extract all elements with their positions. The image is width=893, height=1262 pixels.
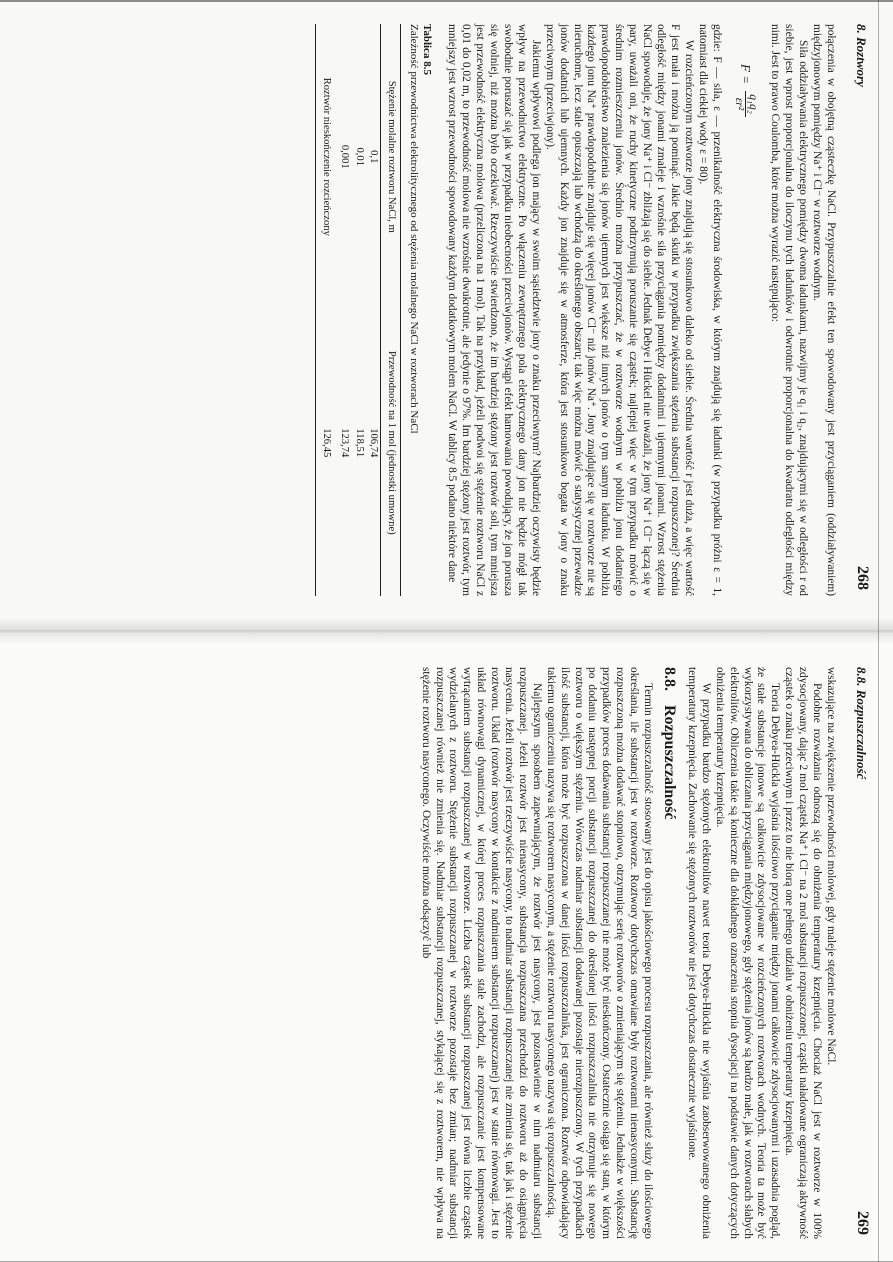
running-head-right: 8.8. Rozpuszczalność	[854, 667, 869, 780]
page-number-right: 269	[854, 1211, 871, 1235]
formula-fraction	[731, 91, 760, 117]
table-row	[351, 24, 366, 596]
book-gutter	[0, 618, 893, 644]
section-title: Rozpuszczalność	[661, 705, 679, 820]
paragraph: W przypadku bardzo stężonych elektrolitów nawet teoria Debyea-Hückla nie wyjaśnia zaobserwowanego obniżenia temperatury krzepnięcia. Zachowanie się stężonych roztworów nie jest dotychczas dostatecznie wyjaśnione.	[685, 667, 712, 1239]
conductivity-table	[315, 24, 401, 596]
scan-edge-top	[0, 0, 893, 2]
table-caption	[407, 24, 433, 596]
section-number: 8.8.	[661, 667, 679, 691]
formula-numerator: q₁q₂	[745, 91, 760, 117]
paragraph: Podobne rozważania odnoszą się do obniżenia temperatury krzepnięcia. Chociaż NaCl jest w roztworze w 100% zdysocjowany, dając 2 mol cząstek Na⁺ i Cl⁻ na 2 mol substancji rozpuszczonej, cząstki naładowane ograniczają aktywność cząstek o znaku przeciwnym i przez to nie biorą one pełnego udziału w obniżeniu temperatury krzepnięcia.	[783, 667, 824, 1239]
paragraph: Najlepszym sposobem zapewniającym, że roztwór jest nasycony, jest pozostawienie w nim nadmiaru substancji rozpuszczanej. Jeżeli roztwór jest nienasycony, substancja rozpuszczana przechodzi do roztworu aż do osiągnięcia nasycenia. Jeżeli roztwór jest rzeczywiście nasycony, to nadmiar substancji rozpuszczanej nie zmienia się, tak jak i stężenie roztworu. Układ (roztwór nasycony w kontakcie z nadmiarem substancji rozpuszczanej) jest w stanie równowagi. Jest to układ równowagi dynamicznej, w której proces rozpuszczania stale zachodzi, ale rozpuszczanie jest kompensowane wytrącaniem substancji rozpuszczanej w roztworze. Liczba cząstek substancji rozpuszczanej jest równa liczbie cząstek wydzielanych z roztworu. Stężenie substancji rozpuszczanej w roztworze pozostaje bez zmian; nadmiar substancji rozpuszczanej również nie zmienia się. Nadmiar substancji rozpuszczanej, stykającej się z roztworem, nie wpływa na stężenie roztworu nasyconego. Oczywiście można odsączyć lub	[419, 667, 543, 1239]
left-text-column	[315, 24, 837, 596]
scan-edge-right	[878, 0, 879, 1262]
paragraph: Termin rozpuszczalność stosowany jest do opisu jakościowego procesu rozpuszczania, ale również służy do ilościowego określania, ile substancji jest w roztworze. Roztwory dotychczas omawiane były roztworami nienasyconymi. Substancję rozpuszczoną można dodawać stopniowo, otrzymując serię roztworów o zmieniającym się stężeniu. Jednakże w większości przypadków proces dodawania substancji rozpuszczanej nie może być nieskończony. Ostatecznie osiąga się stan, w którym po dodaniu następnej porcji substancji rozpuszczanej do określonej ilości rozpuszczalnika nie otrzymuje się nowego roztworu o większym stężeniu. Wówczas nadmiar substancji dodawanej pozostaje nierozpuszczony. W tych przypadkach ilość substancji, która może być rozpuszczona w danej ilości rozpuszczalnika, jest ograniczona. Roztwór odpowiadający takiemu ograniczeniu nazywa się roztworem nasyconym, a stężenie roztworu nasyconego nazywa się rozpuszczalnością.	[544, 667, 655, 1239]
paragraph: połączenia w obojętną cząsteczkę NaCl. Przypuszczalnie efekt ten spowodowany jest przyciąganiem (oddziaływaniem) międzyjonowym pomiędzy Na⁺ i Cl⁻ w roztworze wodnym.	[811, 24, 837, 596]
cell-conductivity: 123,74	[339, 428, 351, 458]
table-row	[337, 24, 352, 596]
col-header-concentration: Stężenie molalne roztworu NaCl, m	[381, 24, 401, 290]
table-row	[366, 24, 381, 596]
paragraph: gdzie: F — siła, ε — przenikalność elektryczna środowiska, w którym znajdują się ładunki (w przypadku próżni ε = 1, natomiast dla ciekłej wody ε = 80).	[696, 24, 723, 596]
running-head-left: 8. Roztwory	[854, 24, 869, 87]
paragraph: wskazujące na zwiększenie przewodności molowej, gdy maleje stężenie molowe NaCl.	[825, 667, 837, 1066]
paragraph: Teoria Debyea-Hückla wyjaśnia ilościowo przyciąganie między jonami całkowicie zdysocjowanymi i uzasadnia pogląd, że stałe substancje jonowe są całkowicie zdysocjowane w rozcieńczonych roztworach wodnych. Teoria ta może być wykorzystywana do obliczania przyciągania międzyjonowego, gdy stężenia jonów są bardzo małe, jak w roztworach słabych elektrolitów. Obliczenia takie są konieczne dla dokładnego oznaczenia stopnia dysocjacji na podstawie danych dotyczących obniżenia temperatury krzepnięcia.	[713, 667, 782, 1239]
col-header-conductivity: Przewodność na 1 mol (jednostki umowne)	[381, 290, 401, 596]
paragraph: Jakiemu wpływowi podlega jon mający w swoim sąsiedztwie jony o znaku przeciwnym? Najbardziej oczywisty będzie wpływ na przewodnictwo elektryczne. Po włączeniu zewnętrznego pola elektrycznego dany jon nie będzie mógł tak swobodnie poruszać się jak w przypadku nieobecności przeciwjonów. Wystąpi efekt hamowania powodujący, że jon porusza się wolniej, niż można było oczekiwać. Rzeczywiście stwierdzono, że im bardziej stężony jest roztwór soli, tym mniejsza jest przewodność elektryczna molowa (przeliczona na 1 mol). Tak na przykład, jeżeli podwoi się stężenie roztworu NaCl z 0,01 do 0,02 m, to przewodność molowa nie wzrośnie dwukrotnie, ale jedynie o 97%. Im bardziej stężony jest roztwór, tym mniejszy jest wzrost przewodności spowodowany każdym dodatkowym molem NaCl. W tablicy 8.5 podano niektóre dane	[446, 24, 542, 596]
section-heading	[661, 667, 679, 1239]
page-269	[0, 631, 893, 1262]
right-text-column	[418, 667, 837, 1239]
table-row	[316, 24, 337, 596]
cell-concentration: 0,001	[339, 144, 351, 169]
cell-conductivity: 106,74	[368, 428, 380, 458]
table-header-row	[381, 24, 401, 596]
coulomb-formula	[731, 64, 760, 596]
cell-concentration: Roztwór nieskończenie rozcieńczony	[316, 24, 337, 290]
table-label: Tablica 8.5	[420, 24, 433, 75]
paragraph: W rozcieńczonym roztworze jony znajdują się stosunkowo daleko od siebie. Średnia wartość r jest duża, a więc wartość F jest mała i można ją pominąć. Jakie będą skutki w przypadku zwiększania stężenia substancji rozpuszczonej? Średnia odległość między jonami zmaleje i wzrośnie siła przyciągania pomiędzy dodatnimi i ujemnymi jonami. Wzrost stężenia NaCl spowoduje, że jony Na⁺ i Cl⁻ zbliżają się do siebie. Jednak Debye i Hückel nie uważali, że jony Na⁺ i Cl⁻ łączą się w pary, uważali oni, że ruchy kinetyczne podtrzymują poruszanie się cząstek; najlepiej więc w tym przypadku mówić o średnim rozmieszczeniu jonów. Średnio można przypuszczać, że w roztworze wodnym w pobliżu jonu dodatniego prawdopodobieństwo znalezienia się jonów ujemnych jest większe niż innych jonów o tym samym ładunku. W pobliżu każdego jonu Na⁺ prawdopodobnie znajduje się więcej jonów Cl⁻ niż jonów Na⁺. Jony znajdujące się w roztworze nie są nieruchome, lecz stale opuszczają lub wchodzą do określonego obszaru; tak więc można mówić o statystycznej przewadze jonów dodatnich lub ujemnych. Każdy jon znajduje się w atmosferze, która jest stosunkowo bogata w jony o znaku przeciwnym (przeciwjony).	[543, 24, 695, 596]
formula-denominator: εr²	[732, 97, 745, 111]
page-number-left: 268	[854, 566, 871, 590]
cell-concentration: 0,01	[353, 147, 365, 167]
table-caption-text: Zależność przewodnictwa elektrolitycznego od stężenia molalnego NaCl w roztworach NaCl	[407, 24, 420, 434]
formula-lhs: F =	[739, 64, 755, 84]
cell-concentration: 0,1	[368, 150, 380, 164]
paragraph: Siła oddziaływania elektrycznego pomiędzy dwoma ładunkami, nazwijmy je q₁ i q₂, znajdującymi się w odległości r od siebie, jest wprost proporcjonalna do iloczynu tych ładunków i odwrotnie proporcjonalna do kwadratu odległości między nimi. Jest to prawo Coulomba, które można wyrazić następująco:	[769, 24, 810, 596]
cell-conductivity: 118,51	[353, 428, 365, 458]
cell-conductivity: 126,45	[316, 290, 337, 596]
